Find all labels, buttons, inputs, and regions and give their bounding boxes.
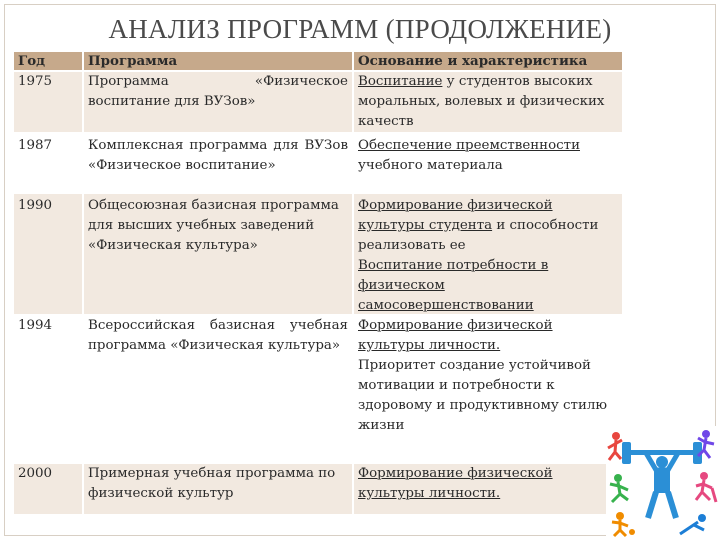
header-goal: Основание и характеристика <box>354 52 622 70</box>
row-goal <box>354 72 622 132</box>
row-year: 1994 <box>14 316 82 462</box>
row-year: 1990 <box>14 194 82 314</box>
row-program: Комплексная программа для ВУЗов «Физическое воспитание» <box>84 134 352 192</box>
header-year: Год <box>14 52 82 70</box>
goal-underlined-text: Формирование физической культуры студента <box>358 198 553 233</box>
row-goal <box>354 134 622 192</box>
slide-title: АНАЛИЗ ПРОГРАММ (ПРОДОЛЖЕНИЕ) <box>108 14 612 44</box>
table-row <box>14 194 622 314</box>
row-goal <box>354 464 622 514</box>
goal-underlined-text: Формирование физической культуры личности. <box>358 318 553 353</box>
row-year: 1975 <box>14 72 82 132</box>
header-program: Программа <box>84 52 352 70</box>
table-row <box>14 316 622 462</box>
row-program: Общесоюзная базисная программа для высших учебных заведений «Физическая культура» <box>84 194 352 314</box>
goal-text: у студентов высоких моральных, волевых и физических качеств <box>358 74 605 129</box>
table-row <box>14 464 622 514</box>
row-program: Всероссийская базисная учебная программа «Физическая культура» <box>84 316 352 462</box>
row-goal <box>354 194 622 314</box>
row-year: 2000 <box>14 464 82 514</box>
program-table <box>14 52 622 514</box>
goal-underlined-text: Обеспечение преемственности <box>358 138 580 153</box>
row-program: Программа «Физическое воспитание для ВУЗов» <box>84 72 352 132</box>
sports-figures-icon <box>606 426 718 538</box>
goal-underlined-text: Формирование физической культуры личности. <box>358 466 553 501</box>
goal-underlined-text-2: Воспитание потребности в физическом самосовершенствовании <box>358 258 549 313</box>
goal-underlined-text: Воспитание <box>358 74 443 89</box>
table-row <box>14 134 622 192</box>
row-goal <box>354 316 622 462</box>
goal-text: учебного материала <box>358 158 503 173</box>
table-row <box>14 72 622 132</box>
table-header-row <box>14 52 622 70</box>
row-year: 1987 <box>14 134 82 192</box>
row-program: Примерная учебная программа по физической культур <box>84 464 352 514</box>
goal-text-2: Приоритет создание устойчивой мотивации и потребности к здоровому и продуктивному стилю жизни <box>358 358 608 433</box>
goal-text: и способности реализовать ее <box>358 218 599 253</box>
